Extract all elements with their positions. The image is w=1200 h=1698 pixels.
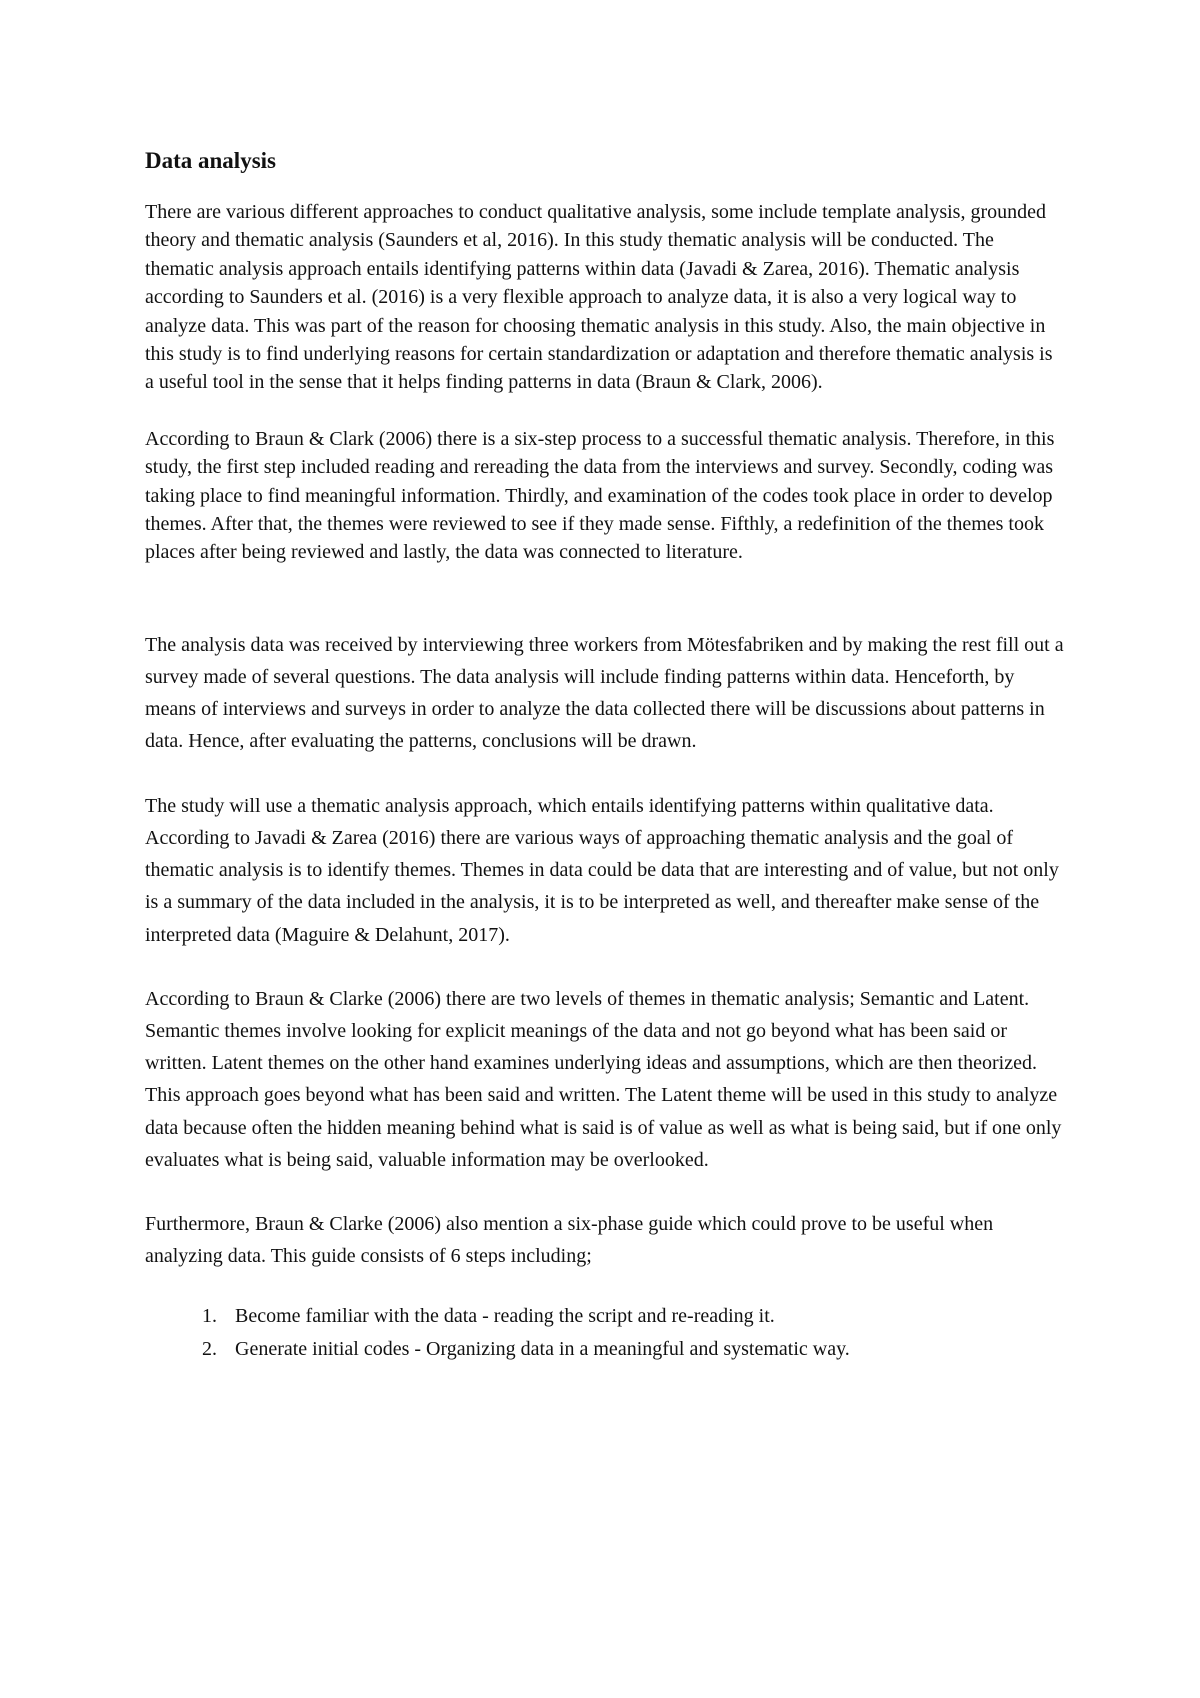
paragraph-levels-of-themes: According to Braun & Clarke (2006) there are two levels of themes in thematic analysis; Semantic and Latent. Semantic themes involve looking for explicit meanings of the data and not go beyond what has been said or written. Latent themes on the other hand examines underlying ideas and assumptions, which are then theorized. This approach goes beyond what has been said and written. The Latent theme will be used in this study to analyze data because often the hidden meaning behind what is said is of value as well as what is being said, but if one only evaluates what is being said, valuable information may be overlooked.	[145, 987, 1062, 1171]
paragraph-thematic-approach: The study will use a thematic analysis approach, which entails identifying patterns within qualitative data. According to Javadi & Zarea (2016) there are various ways of approaching thematic analysis and the goal of thematic analysis is to identify themes. Themes in data could be data that are interesting and of value, but not only is a summary of the data included in the analysis, it is to be interpreted as well, and thereafter make sense of the interpreted data (Maguire & Delahunt, 2017).	[145, 794, 1059, 946]
list-item-text: Become familiar with the data - reading the script and re-reading it.	[235, 1305, 775, 1328]
list-item-text: Generate initial codes - Organizing data in a meaningful and systematic way.	[235, 1337, 850, 1360]
page-title: Data analysis	[145, 148, 276, 173]
paragraph-analysis-data: The analysis data was received by interviewing three workers from Mötesfabriken and by making the rest fill out a survey made of several questions. The data analysis will include finding patterns within data. Henceforth, by means of interviews and surveys in order to analyze the data collected there will be discussions about patterns in data. Hence, after evaluating the patterns, conclusions will be drawn.	[145, 633, 1064, 753]
paragraph-approaches: There are various different approaches to conduct qualitative analysis, some include template analysis, grounded theory and thematic analysis (Saunders et al, 2016). In this study thematic analysis will be conducted. The thematic analysis approach entails identifying patterns within data (Javadi & Zarea, 2016). Thematic analysis according to Saunders et al. (2016) is a very flexible approach to analyze data, it is also a very logical way to analyze data. This was part of the reason for choosing thematic analysis in this study. Also, the main objective in this study is to find underlying reasons for certain standardization or adaptation and therefore thematic analysis is a useful tool in the sense that it helps finding patterns in data (Braun & Clark, 2006).	[145, 201, 1053, 394]
list-item-number: 1.	[202, 1305, 217, 1328]
list-item-number: 2.	[202, 1337, 217, 1360]
list-item	[145, 1333, 1065, 1365]
paragraph-six-step-process: According to Braun & Clark (2006) there is a six-step process to a successful thematic analysis. Therefore, in this study, the first step included reading and rereading the data from the interviews and survey. Secondly, coding was taking place to find meaningful information. Thirdly, and examination of the codes took place in order to develop themes. After that, the themes were reviewed to see if they made sense. Fifthly, a redefinition of the themes took places after being reviewed and lastly, the data was connected to literature.	[145, 427, 1055, 564]
list-item	[145, 1300, 1065, 1332]
paragraph-six-phase-guide: Furthermore, Braun & Clarke (2006) also mention a six-phase guide which could prove to be useful when analyzing data. This guide consists of 6 steps including;	[145, 1212, 994, 1268]
document-body	[145, 146, 1065, 1365]
steps-list	[145, 1300, 1065, 1364]
